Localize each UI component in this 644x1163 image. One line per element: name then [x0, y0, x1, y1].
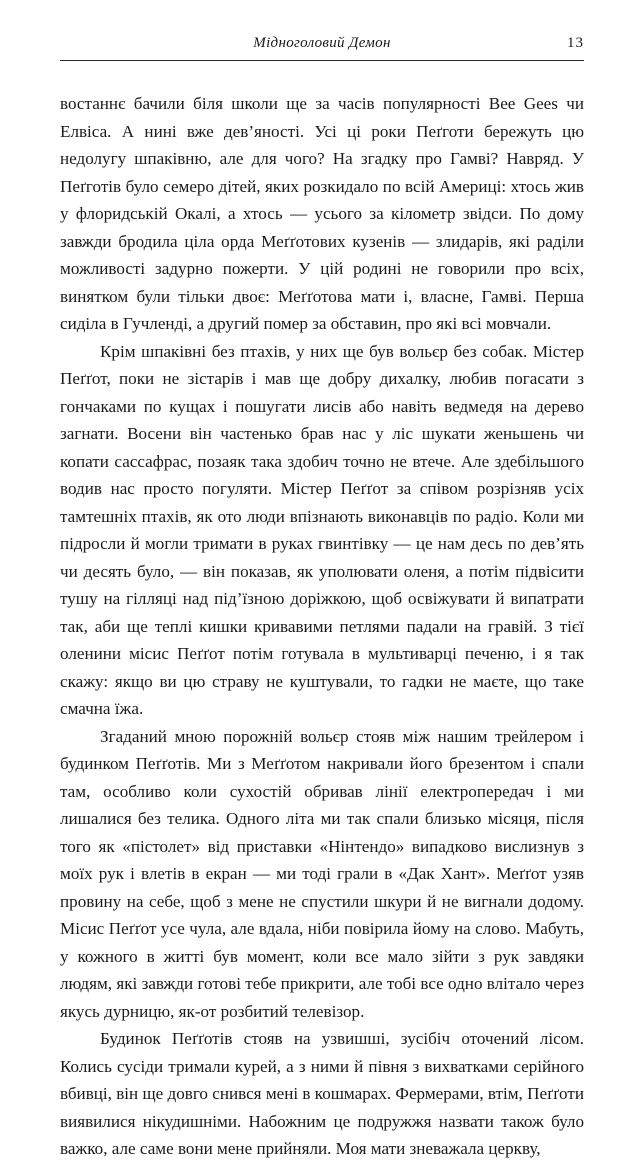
paragraph: Будинок Пеґґотів стояв на узвишші, зусібіч оточений лісом. Колись сусіди тримали курей, а з ними й півня з вихватками серійного вбивці, він ще довго снився мені в кошмарах. Фермерами, втім, Пеґґоти виявилися нікудишніми. Набожним це подружжя назвати також було важко, але саме вони мене прийняли. Моя мати зневажала церкву, — [60, 1029, 584, 1158]
page-number: 13 — [567, 35, 584, 51]
paragraph: Крім шпаківні без птахів, у них ще був вольєр без собак. Містер Пеґґот, поки не зістарів і мав ще добру дихалку, любив погасати з гончаками по кущах і пошугати лисів або навіть ведмедя на дерево загнати. Восени він частенько брав нас у ліс шукати женьшень чи копати сассафрас, позаяк така здобич точно не втече. Але здебільшого водив нас просто погуляти. Містер Пеґґот за співом розрізняв усіх тамтешніх птахів, як ото люди впізнають виконавців по радіо. Коли ми підросли й могли тримати в руках гвинтівку — це нам десь по дев’ять чи десять було, — він показав, як уполювати оленя, а потім підвісити тушу на гілляці над під’їзною доріжкою, щоб освіжувати й випатрати так, аби ще теплі кишки кривавими петлями падали на гравій. З тієї оленини місис Пеґґот потім готувала в мультиварці печеню, і я так скажу: якщо ви цю страву не куштували, то гадки не маєте, що таке смачна їжа. — [60, 341, 584, 718]
page-header — [60, 35, 584, 57]
body-text — [60, 90, 584, 1163]
paragraph: востаннє бачили біля школи ще за часів популярності Bee Gees чи Елвіса. А нині вже дев’яності. Усі ці роки Пеґготи бережуть цю недолугу шпаківню, але для чого? На згадку про Гамві? Навряд. У Пеґготів було семеро дітей, яких розкидало по всій Америці: хтось жив у флоридській Окалі, а хтось — усього за кілометр звідси. По дому завжди бродила ціла орда Меґґотових кузенів — злидарів, які раділи можливості задурно пожерти. У цій родині не говорили про всіх, винятком були тільки двоє: Меґґотова мати і, власне, Гамві. Перша сиділа в Гучленді, а другий помер за обставин, про які всі мовчали. — [60, 94, 584, 333]
header-rule — [60, 60, 584, 61]
running-title: Мідноголовий Демон — [253, 35, 391, 51]
paragraph: Згаданий мною порожній вольєр стояв між нашим трейлером і будинком Пеґґотів. Ми з Меґґотом накривали його брезентом і спали там, особливо коли сухостій обривав лінії електропередач і ми лишалися без телика. Одного літа ми так спали близько місяця, після того як «пістолет» від приставки «Нінтендо» випадково вислизнув з моїх рук і влетів в екран — ми тоді грали в «Дак Хант». Меґґот узяв провину на себе, щоб з мене не спустили шкури й не вигнали додому. Місис Пеґґот усе чула, але вдала, ніби повірила йому на слово. Мабуть, у кожного в житті був момент, коли все мало зійти з рук завдяки людям, які завжди готові тебе прикрити, але тобі все одно влітало через якусь дурницю, як-от розбитий телевізор. — [60, 726, 584, 1021]
